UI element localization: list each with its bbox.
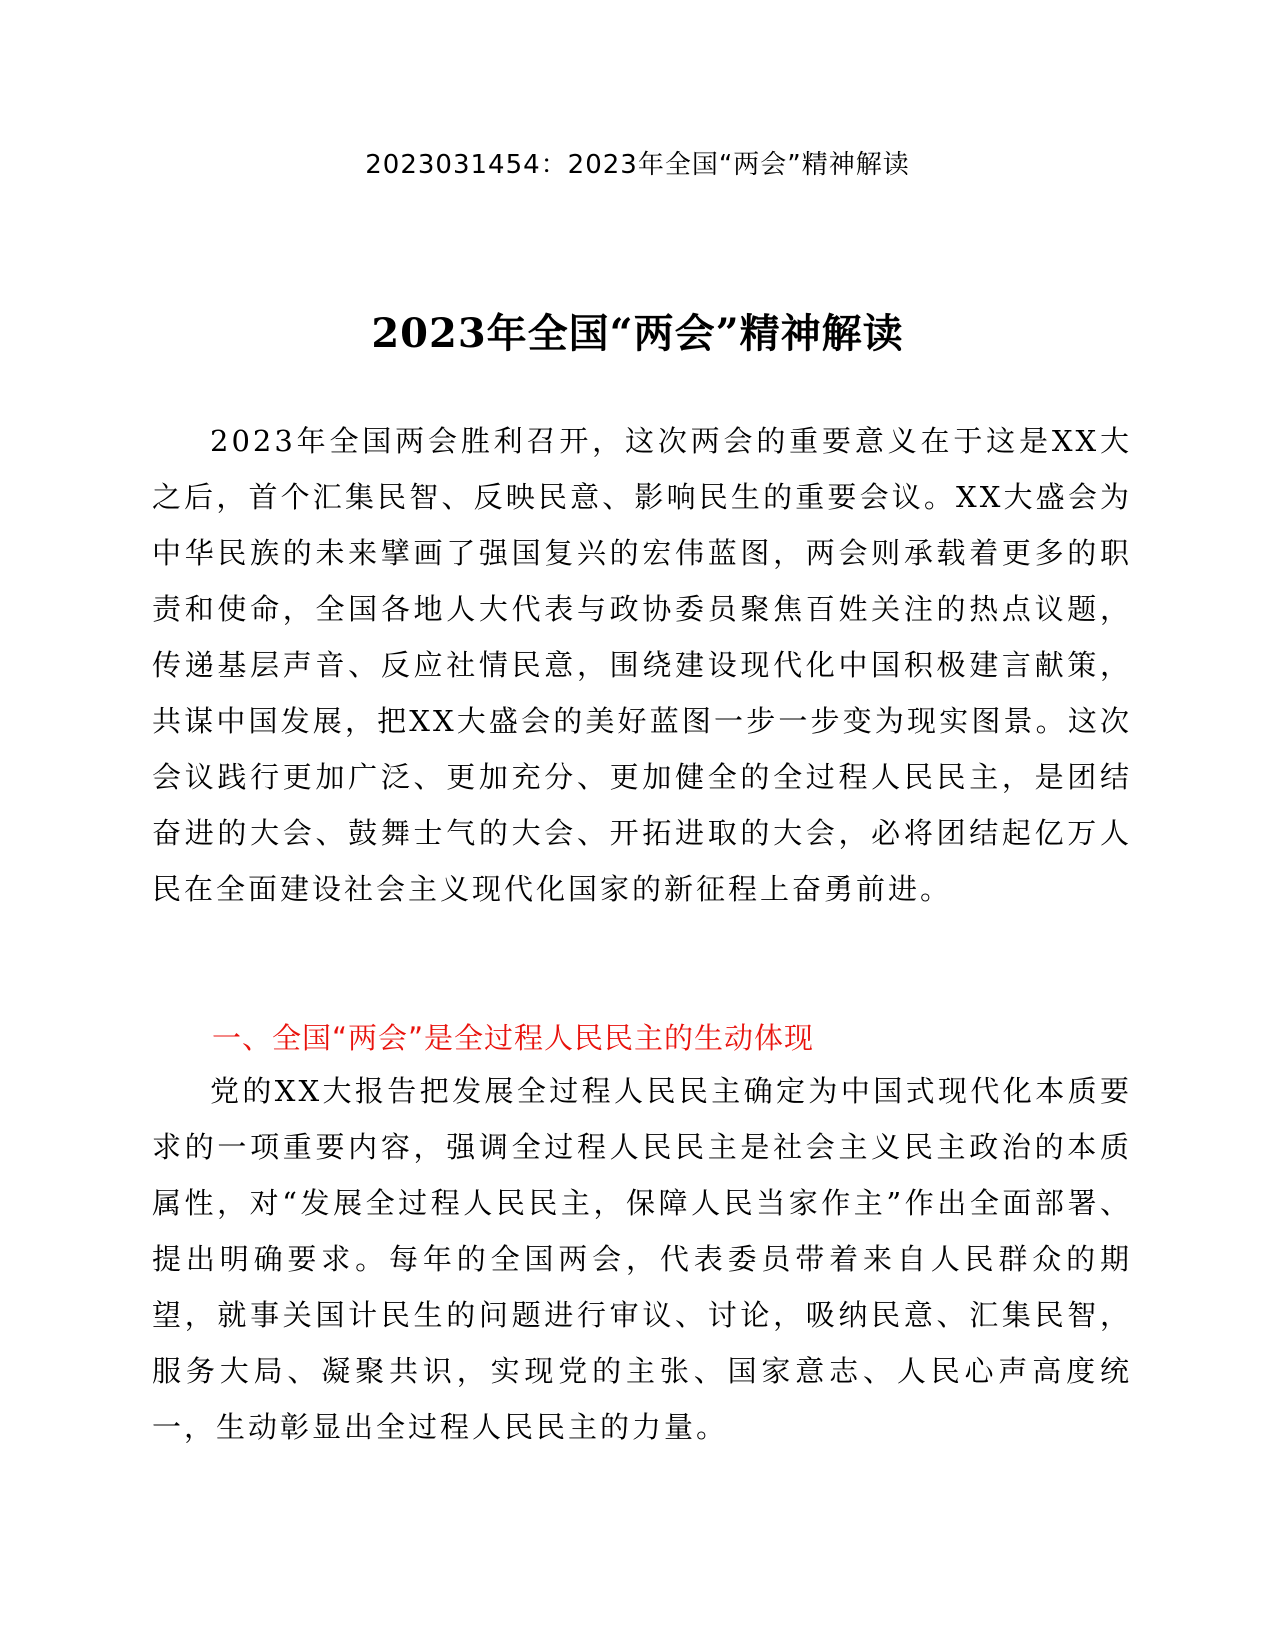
section-heading: 一、全国“两会”是全过程人民民主的生动体现: [212, 1021, 815, 1055]
section-paragraph: 党的XX大报告把发展全过程人民民主确定为中国式现代化本质要求的一项重要内容，强调全过程人民民主是社会主义民主政治的本质属性，对“发展全过程人民民主，保障人民当家作主”作出全面部署、提出明确要求。每年的全国两会，代表委员带着来自人民群众的期望，就事关国计民生的问题进行审议、讨论，吸纳民意、汇集民智，服务大局、凝聚共识，实现党的主张、国家意志、人民心声高度统一，生动彰显出全过程人民民主的力量。: [152, 1074, 1132, 1444]
document-id-line: 2023031454：2023年全国“两会”精神解读: [365, 150, 910, 180]
document-title: 2023年全国“两会”精神解读: [371, 310, 904, 357]
intro-paragraph: 2023年全国两会胜利召开，这次两会的重要意义在于这是XX大之后，首个汇集民智、反映民意、影响民生的重要会议。XX大盛会为中华民族的未来擘画了强国复兴的宏伟蓝图，两会则承载着更多的职责和使命，全国各地人大代表与政协委员聚焦百姓关注的热点议题，传递基层声音、反应社情民意，围绕建设现代化中国积极建言献策，共谋中国发展，把XX大盛会的美好蓝图一步一步变为现实图景。这次会议践行更加广泛、更加充分、更加健全的全过程人民民主，是团结奋进的大会、鼓舞士气的大会、开拓进取的大会，必将团结起亿万人民在全面建设社会主义现代化国家的新征程上奋勇前进。: [152, 424, 1132, 906]
